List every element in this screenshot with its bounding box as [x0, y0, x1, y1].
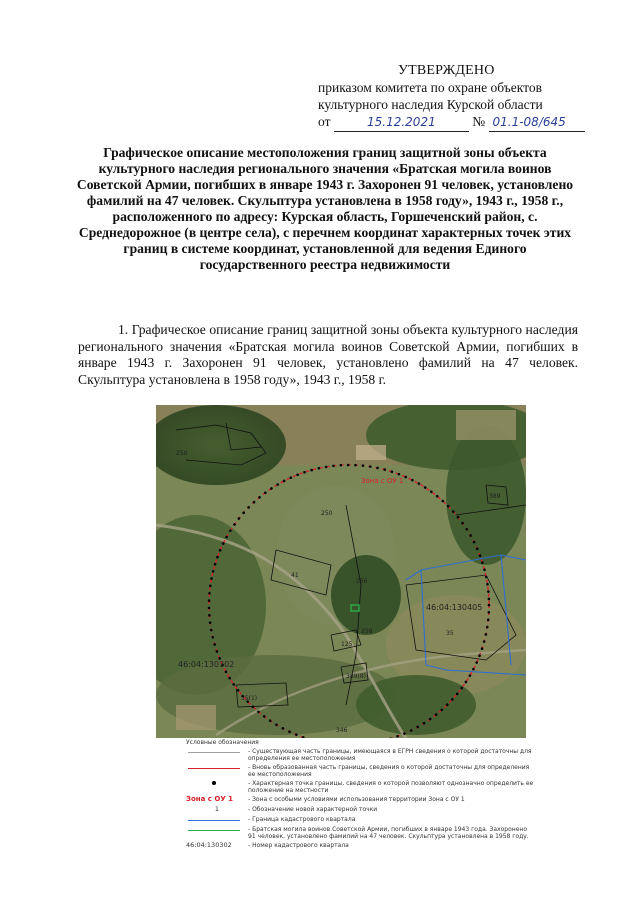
number-label: №	[472, 114, 486, 129]
legend-symbol-monument	[186, 826, 248, 834]
approval-line-2: культурного наследия Курской области	[318, 97, 543, 112]
approval-line-1: приказом комитета по охране объектов	[318, 80, 542, 95]
legend-quarter-number: 46:04:130302	[186, 841, 232, 849]
plot-label: 35	[446, 630, 454, 637]
legend-item: - Существующая часть границы, имеющаяся в ЕГРН сведения о которой достаточны для определения ее местоположения	[186, 748, 536, 762]
plot-label: 41	[291, 572, 299, 579]
plot-label: 389	[489, 493, 501, 500]
map-legend	[186, 739, 536, 852]
legend-point-number: 1	[214, 805, 220, 813]
document-title: Графическое описание местоположения границ защитной зоны объекта культурного наследия регионального значения «Братская могила воинов Советской Армии, погибших в январе 1943 г. Захоронен 91 человек, установлено фамилий на 47 человек. Скульптура установлена в 1958 году», 1943 г., 1958 г., расположенного по адресу: Курская область, Горшеченский район, с. Среднедорожное (в центре села), с перечнем координат характерных точек этих границ в системе координат, установленной для ведения Единого государственного реестра недвижимости	[76, 145, 574, 272]
plot-label: 250	[321, 510, 333, 517]
legend-item: 46:04:130302 - Номер кадастрового квартала	[186, 841, 349, 849]
legend-item: 1 - Обозначение новой характерной точки	[214, 805, 378, 813]
paragraph-text: 1. Графическое описание границ защитной зоны объекта культурного наследия регионального значения «Братская могила воинов Советской Армии, погибших в январе 1943 г. Захоронен 91 человек, установлено фамилий на 47 человек. Скульптура установлена в 1958 году», 1943 г., 1958 г.	[78, 322, 578, 387]
plot-label: 125	[341, 641, 353, 648]
legend-item: Зона с ОУ 1 - Зона с особыми условиями использования территории Зона с ОУ 1	[186, 795, 465, 803]
plot-label: 250	[176, 450, 188, 457]
order-number: 01.1-08/645	[489, 114, 585, 132]
section-paragraph	[78, 322, 578, 388]
plot-label: 346	[336, 727, 348, 734]
plot-label: 35(1)	[241, 695, 258, 702]
parcel-label-left: 46:04:130302	[178, 660, 235, 669]
legend-symbol-cadastral	[186, 816, 248, 824]
legend-item: - Вновь образованная часть границы, сведения о которой достаточны для определения ее местоположения	[186, 764, 536, 778]
from-label: от	[318, 114, 331, 129]
approval-block	[318, 62, 618, 132]
map-svg	[156, 405, 526, 738]
legend-item: - Братская могила воинов Советской Армии, погибших в январе 1943 года. Захоронено 91 человек, установлено фамилий на 47 человек. Скульптура установлена в 1958 году.	[186, 826, 536, 840]
parcel-label-right: 46:04:130405	[426, 603, 483, 612]
legend-item: - Характерная точка границы, сведения о которой позволяют однозначно определить ее положение на местности	[186, 780, 536, 794]
approval-heading: УТВЕРЖДЕНО	[398, 63, 495, 78]
order-line	[318, 113, 618, 132]
plot-label: 389(8)	[346, 673, 366, 680]
legend-title: Условные обозначения	[186, 739, 259, 746]
legend-symbol-point	[186, 780, 248, 788]
legend-item: - Граница кадастрового квартала	[186, 816, 536, 824]
plot-label: 256	[356, 578, 368, 585]
cadastral-map	[156, 405, 526, 738]
legend-symbol-existing-boundary	[186, 748, 248, 756]
legend-symbol-new-boundary	[186, 764, 248, 772]
order-date: 15.12.2021	[334, 114, 469, 132]
legend-zone-label: Зона с ОУ 1	[186, 795, 234, 803]
plot-label: 258	[361, 628, 373, 635]
zone-map-label: Зона с ОУ 1	[361, 477, 404, 485]
